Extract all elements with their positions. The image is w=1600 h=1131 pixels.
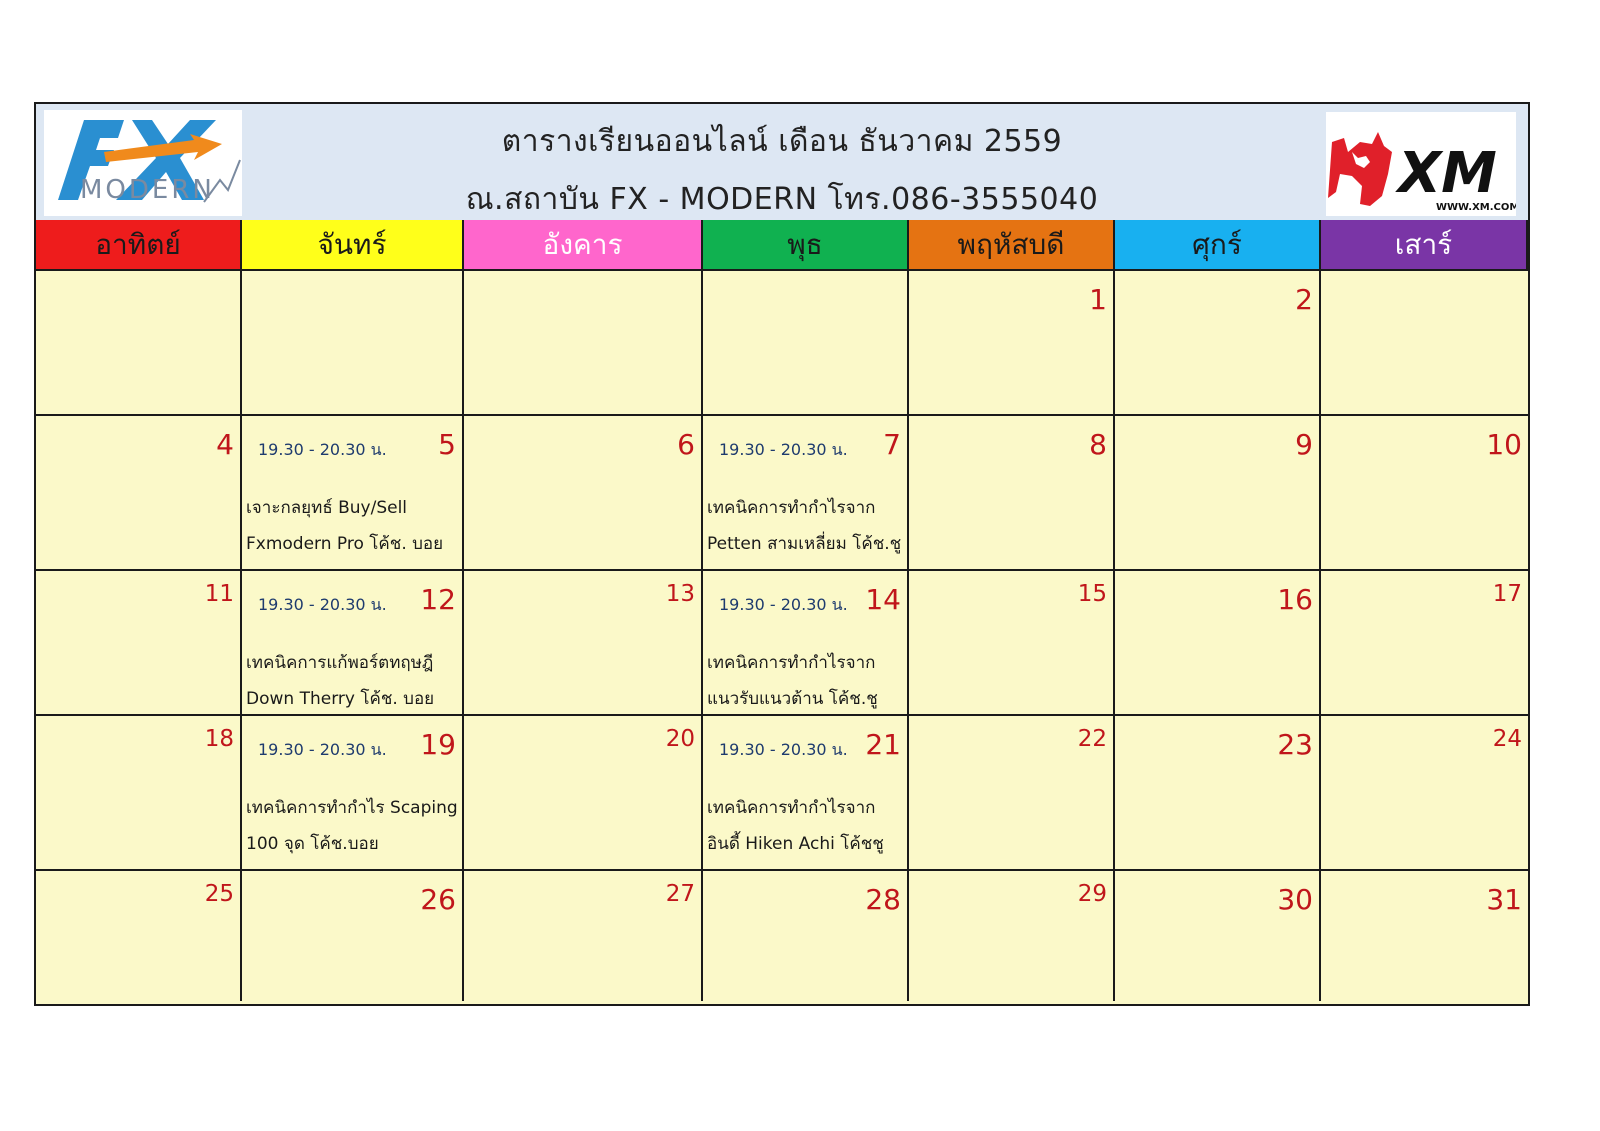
- event-title: เทคนิคการทำกำไรจาก: [707, 653, 876, 673]
- calendar-cell: [242, 571, 464, 716]
- event-time: 19.30 - 20.30 น.: [719, 595, 848, 614]
- event-title: เทคนิคการทำกำไรจาก: [707, 498, 876, 518]
- event-detail: Fxmodern Pro โค้ช. บอย: [246, 534, 444, 554]
- calendar-cell: [242, 271, 464, 416]
- day-number: 10: [1486, 428, 1522, 461]
- calendar-cell: [703, 271, 909, 416]
- calendar-cell: [909, 871, 1115, 1001]
- day-number: 24: [1492, 726, 1522, 752]
- xm-logo: [1326, 112, 1516, 216]
- day-number: 13: [665, 581, 695, 607]
- day-number: 20: [665, 726, 695, 752]
- day-number: 9: [1295, 428, 1313, 461]
- day-number: 6: [677, 428, 695, 461]
- day-number: 21: [865, 728, 901, 761]
- day-number: 11: [204, 581, 234, 607]
- day-number: 14: [865, 583, 901, 616]
- calendar-cell: [909, 271, 1115, 416]
- day-number: 27: [665, 881, 695, 907]
- day-number: 26: [420, 883, 456, 916]
- day-number: 8: [1089, 428, 1107, 461]
- calendar-cell: [242, 716, 464, 871]
- day-number: 16: [1277, 583, 1313, 616]
- fx-logo-subtext: MODERN: [80, 175, 215, 205]
- day-number: 15: [1077, 581, 1107, 607]
- calendar-cell: [464, 871, 703, 1001]
- event-title: เจาะกลยุทธ์ Buy/Sell: [246, 498, 408, 518]
- calendar-cell: [242, 416, 464, 571]
- day-number: 18: [204, 726, 234, 752]
- calendar-cell: [1115, 571, 1321, 716]
- day-header: พฤหัสบดี: [909, 220, 1115, 271]
- day-number: 7: [883, 428, 901, 461]
- day-number: 4: [216, 428, 234, 461]
- day-header: อาทิตย์: [36, 220, 242, 271]
- day-number: 19: [420, 728, 456, 761]
- calendar-cell: [909, 571, 1115, 716]
- calendar-cell: [1115, 716, 1321, 871]
- calendar-cell: [36, 416, 242, 571]
- day-number: 17: [1492, 581, 1522, 607]
- event-title: เทคนิคการทำกำไร Scaping: [246, 798, 458, 818]
- calendar-cell: [909, 416, 1115, 571]
- day-number: 22: [1077, 726, 1107, 752]
- calendar-cell: [464, 716, 703, 871]
- calendar-cell: [1115, 871, 1321, 1001]
- day-number: 12: [420, 583, 456, 616]
- day-number: 28: [865, 883, 901, 916]
- day-number: 5: [438, 428, 456, 461]
- calendar-cell: [703, 571, 909, 716]
- event-time: 19.30 - 20.30 น.: [258, 740, 387, 759]
- calendar-cell: [1115, 416, 1321, 571]
- calendar-cell: [1321, 571, 1528, 716]
- calendar-cell: [1115, 271, 1321, 416]
- day-number: 31: [1486, 883, 1522, 916]
- day-header: พุธ: [703, 220, 909, 271]
- calendar-cell: [703, 716, 909, 871]
- calendar-cell: [703, 416, 909, 571]
- calendar-sheet: [34, 102, 1530, 1006]
- calendar-cell: [464, 571, 703, 716]
- day-number: 23: [1277, 728, 1313, 761]
- event-time: 19.30 - 20.30 น.: [719, 740, 848, 759]
- calendar-cell: [1321, 716, 1528, 871]
- event-title: เทคนิคการแก้พอร์ตทฤษฎี: [246, 653, 434, 673]
- calendar-grid: [36, 220, 1528, 1004]
- day-header: ศุกร์: [1115, 220, 1321, 271]
- day-number: 1: [1089, 283, 1107, 316]
- calendar-cell: [242, 871, 464, 1001]
- page-subtitle: ณ.สถาบัน FX - MODERN โทร.086-3555040: [465, 182, 1099, 217]
- calendar-cell: [703, 871, 909, 1001]
- calendar-cell: [464, 271, 703, 416]
- day-header: จันทร์: [242, 220, 464, 271]
- day-header: อังคาร: [464, 220, 703, 271]
- calendar-cell: [909, 716, 1115, 871]
- calendar-cell: [36, 871, 242, 1001]
- event-detail: Petten สามเหลี่ยม โค้ช.ชู: [707, 534, 902, 554]
- day-number: 25: [204, 881, 234, 907]
- day-number: 2: [1295, 283, 1313, 316]
- calendar-cell: [464, 416, 703, 571]
- calendar-cell: [36, 271, 242, 416]
- calendar-cell: [1321, 871, 1528, 1001]
- day-number: 29: [1077, 881, 1107, 907]
- calendar-cell: [1321, 416, 1528, 571]
- event-time: 19.30 - 20.30 น.: [258, 440, 387, 459]
- xm-logo-text: XM: [1398, 141, 1497, 206]
- event-title: เทคนิคการทำกำไรจาก: [707, 798, 876, 818]
- event-time: 19.30 - 20.30 น.: [719, 440, 848, 459]
- event-detail: 100 จุด โค้ช.บอย: [246, 834, 379, 854]
- xm-logo-url: WWW.XM.COM: [1436, 202, 1516, 213]
- calendar-cell: [36, 716, 242, 871]
- event-detail: Down Therry โค้ช. บอย: [246, 689, 435, 709]
- day-number: 30: [1277, 883, 1313, 916]
- page-title: ตารางเรียนออนไลน์ เดือน ธันวาคม 2559: [501, 124, 1063, 159]
- day-header: เสาร์: [1321, 220, 1528, 271]
- event-detail: อินดี้ Hiken Achi โค้ชชู: [707, 834, 884, 854]
- event-detail: แนวรับแนวต้าน โค้ช.ชู: [707, 689, 878, 709]
- calendar-header: [36, 104, 1528, 222]
- event-time: 19.30 - 20.30 น.: [258, 595, 387, 614]
- calendar-cell: [36, 571, 242, 716]
- calendar-cell: [1321, 271, 1528, 416]
